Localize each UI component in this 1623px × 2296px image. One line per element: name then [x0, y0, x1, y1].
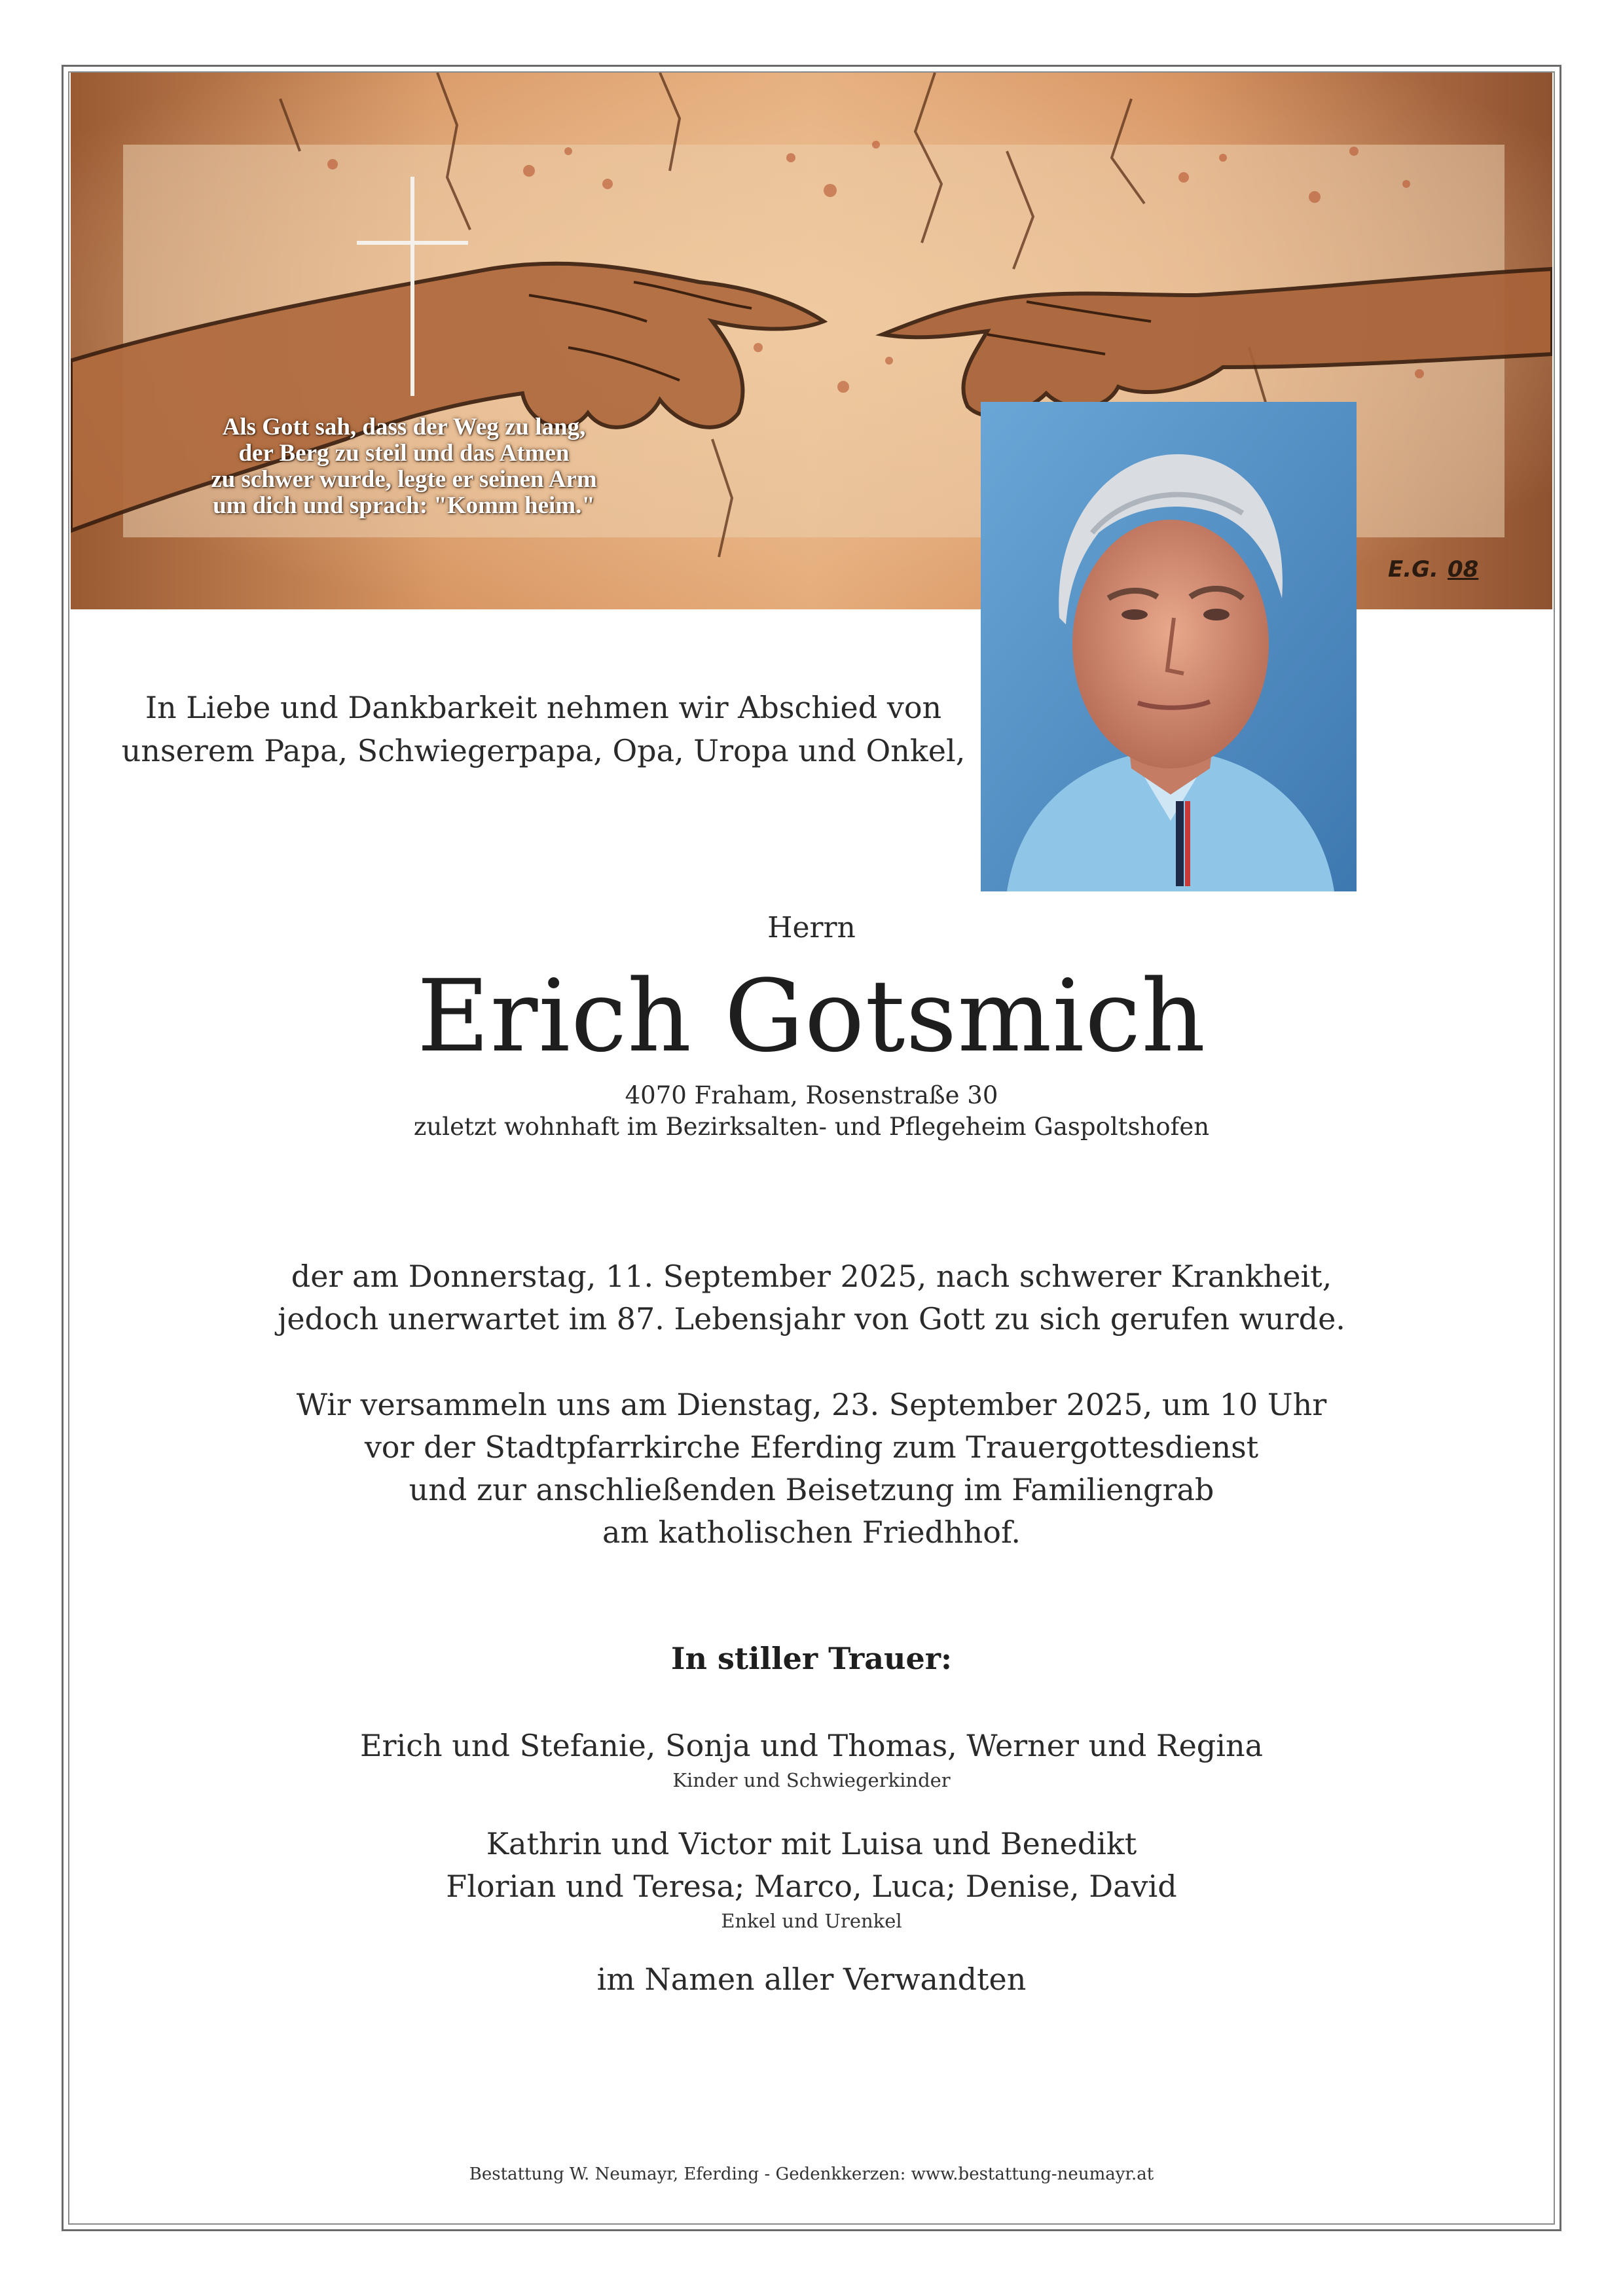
- funeral-info: [0, 1384, 1623, 1554]
- mourner-group-children: [0, 1725, 1623, 1767]
- portrait-photo: [981, 402, 1357, 891]
- intro-line: unserem Papa, Schwiegerpapa, Opa, Uropa und Onkel,: [121, 733, 966, 768]
- address-line: zuletzt wohnhaft im Bezirksalten- und Pflegeheim Gaspoltshofen: [413, 1113, 1210, 1141]
- address-line: 4070 Fraham, Rosenstraße 30: [625, 1081, 998, 1109]
- salutation: Herrn: [767, 911, 856, 944]
- poem-line: Als Gott sah, dass der Weg zu lang,: [222, 414, 586, 440]
- funeral-line: vor der Stadtpfarrkirche Eferding zum Trauergottesdienst: [364, 1429, 1259, 1465]
- mourner-role-children: Kinder und Schwiegerkinder: [672, 1769, 951, 1791]
- funeral-line: am katholischen Friedhhof.: [602, 1515, 1021, 1550]
- death-line: der am Donnerstag, 11. September 2025, nach schwerer Krankheit,: [291, 1259, 1332, 1294]
- closing-line: im Namen aller Verwandten: [596, 1962, 1027, 1997]
- poem: [152, 414, 656, 519]
- address: [0, 1080, 1623, 1143]
- painter-signature: E.G. 08: [1388, 556, 1479, 583]
- poem-line: zu schwer wurde, legte er seinen Arm: [211, 466, 597, 493]
- death-line: jedoch unerwartet im 87. Lebensjahr von Gott zu sich gerufen wurde.: [278, 1301, 1345, 1336]
- funeral-line: und zur anschließenden Beisetzung im Familiengrab: [409, 1472, 1214, 1507]
- mourning-heading: In stiller Trauer:: [671, 1641, 952, 1676]
- mourner-role-grandchildren: Enkel und Urenkel: [721, 1910, 902, 1932]
- funeral-line: Wir versammeln uns am Dienstag, 23. September 2025, um 10 Uhr: [296, 1387, 1327, 1422]
- intro-text: [111, 686, 976, 772]
- mourner-line: Kathrin und Victor mit Luisa und Benedikt: [486, 1826, 1137, 1861]
- footer-credit: Bestattung W. Neumayr, Eferding - Gedenkkerzen: www.bestattung-neumayr.at: [469, 2164, 1154, 2184]
- death-notice: [0, 1255, 1623, 1340]
- mourner-group-grandchildren: [0, 1823, 1623, 1908]
- mourner-line: Florian und Teresa; Marco, Luca; Denise, David: [446, 1869, 1177, 1904]
- cross-icon: [357, 177, 468, 396]
- poem-line: der Berg zu steil und das Atmen: [238, 440, 570, 467]
- mourner-line: Erich und Stefanie, Sonja und Thomas, Werner und Regina: [359, 1728, 1264, 1763]
- deceased-name: Erich Gotsmich: [416, 958, 1207, 1074]
- poem-line: um dich und sprach: "Komm heim.": [213, 492, 595, 519]
- intro-line: In Liebe und Dankbarkeit nehmen wir Abschied von: [145, 690, 942, 725]
